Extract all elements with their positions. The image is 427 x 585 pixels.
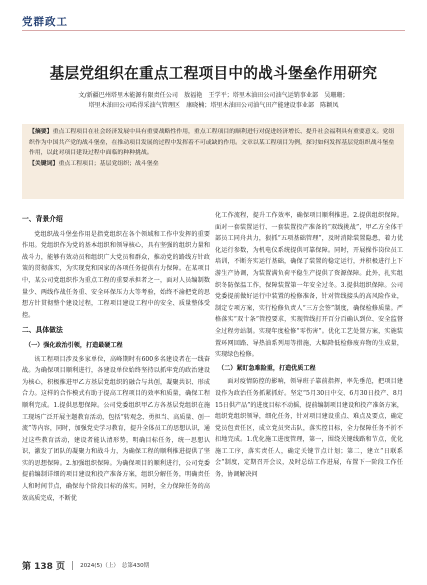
abstract-label: 【摘要】 <box>29 128 53 135</box>
paragraph <box>215 210 403 361</box>
abstract-text: 重点工程项目在社会经济发展中具有重要战略性作用，重点工程项目的顺利进行对促进经济增长、提升社会福利具有重要意义。党组织作为中国共产党的战斗堡垒，在推动项目发展的过程中发挥着不可或缺的作用。文章以某工程项目为例，探讨如何发挥基层党组织战斗堡垒作用，以此对项目建设过程中面临的种种挑战。 <box>29 129 395 156</box>
issue-info: 2024(5)（上） 总第430期 <box>80 563 150 569</box>
section-tag: 党群政工 <box>22 16 68 28</box>
section-heading-practices: 二、具体做法 <box>22 326 63 335</box>
paragraph: 该工程项目涉及多家单位，高峰期时有600多名建设者在一线奋战。为确保项目顺利进行，各建设单位始终坚持以抓牢党的政治建设为核心，积极推进甲乙方基层党组织的融合与共创，凝聚共识、形成合力。这样的合作模式有助于提高工程项目的效率和质量，确保工程顺利完成。1.提供思想保障。公司党委组织甲乙方各基层党组织在施工现场广泛开展主题教育活动，包括“转观念、勇担当、高质量、创一流”等内容，同时，加强党史学习教育，提升全体员工的思想认识，通过这些教育活动，建设者能认清形势，明确目标任务，统一思想认识，激发了团队的凝聚力和战斗力，为确保工程的顺利推进提供了坚实的思想保障。2.加强组织保障。为确保项目的顺利进行，公司党委提前编制详细的项目建设和投产准备方案，组织分解任务，明确责任人和时间节点，确保每个阶段目标的落实。同时，全力保障任务的高效高质完成，不断优 <box>22 355 210 502</box>
footer-divider <box>72 561 73 570</box>
author-block <box>22 91 405 112</box>
subsection-heading: （二）紧盯急难险重，打造优质工程 <box>218 364 316 372</box>
abstract <box>29 127 397 159</box>
subsection-heading: （一）强化政治引领，打造最硬工程 <box>25 341 123 349</box>
section-divider <box>22 30 405 31</box>
keywords <box>29 159 397 170</box>
page-footer <box>22 556 405 574</box>
paragraph-end: 。 <box>251 351 258 359</box>
abstract-box <box>22 124 404 199</box>
article-title: 基层党组织在重点工程项目中的战斗堡垒作用研究 <box>49 65 378 82</box>
author-line-2: 塔里木油田公司哈得采油气管理区 康晓楠；塔里木油田公司油气田产能建设事业部 陈颖凤 <box>88 102 339 110</box>
keywords-label: 【关键词】 <box>29 159 59 167</box>
page-number: 第 138 页 <box>22 561 66 572</box>
left-column <box>22 210 210 504</box>
paragraph: 面对疫情防控的影响，领导班子靠前指挥，率先垂范，把项目建设作为政治任务抓紧抓好。坚定“5月30日中交、6月30日投产、8月15日供产品”的进度目标不动摇，提前编制项目建设和投产准备方案，组织党组织领导，细化任务，针对项目建设重点、难点及要点，确定党员包责任区，成立党员突击队，落实控目标，全力保障任务不折不扣地完成。1.优化施工进度管理，第一，围绕关键线路和节点，优化施工工序，落实责任人，确定关键节点计划；第二，建立“日联系会”制度，定期召开会议，及时总结工作进展，布置下一阶段工作任务，协调解决问 <box>215 378 403 479</box>
paragraph: 党组织战斗堡垒作用是指党组织在各个领域和工作中发挥的重要作用。党组织作为党的基本组织和领导核心，具有坚强的组织力量和战斗力，能够有效动员和组织广大党员和群众，推动党的路线方针政策的贯彻落实，为实现党和国家的各项任务提供有力保障。在某项目中，某公司党组织作为重点工程的重要承担者之一，面对人员编制数量少、两线作战任务重、安全环保压力大等考验，始终不渝把党的思想方针贯彻整个建设过程，工程项目建设工程中的安全、质量整体受控。 <box>22 230 210 319</box>
paragraph-text: 化工作流程，提升工作效率，确保项目顺利推进。2.提供组织保障。面对一套装置运行、一套装置投产准备的“双线挑战”，甲乙方全体干部员工同舟共力，狠抓“五项基础管理”，及时消除装置隐患，着力优化运行参数，为机电仪系统提供可靠保障。同时，开展操作岗位员工培训，不断夯实运行基础，确保了装置的稳定运行，并积极进行上下游生产协调，为装置满负荷平稳生产提供了资源保障。此外，扎实组织冬防保温工作，保障装置第一年安全过冬。3.提供组织保障。公司党委提前做好运行中装置的检修准备，针对管线接头的高风险作业，制定专项方案，实行检修负责人“三方会签”制度，确保检修质量。严格落实“双十条”管控要求，实现管线打开百分百确认到位、安全监督全过程旁站制。实现年度检修“零伤害”。优化工艺处置方案，实施装置环网回路、导热油系列用等措施，大幅降低检修废弃物的生成量，实现绿色检修 <box>215 212 403 359</box>
author-line-1: 文/新疆巴州塔里木能源有限责任公司 敖福艳 王学平；塔里木油田公司油气运销事业部 吴珊珊； <box>78 92 349 99</box>
keywords-text: 重点工程项目；基层党组织；战斗堡垒 <box>58 160 159 167</box>
section-heading-background: 一、背景介绍 <box>22 215 63 223</box>
right-column <box>215 210 403 481</box>
